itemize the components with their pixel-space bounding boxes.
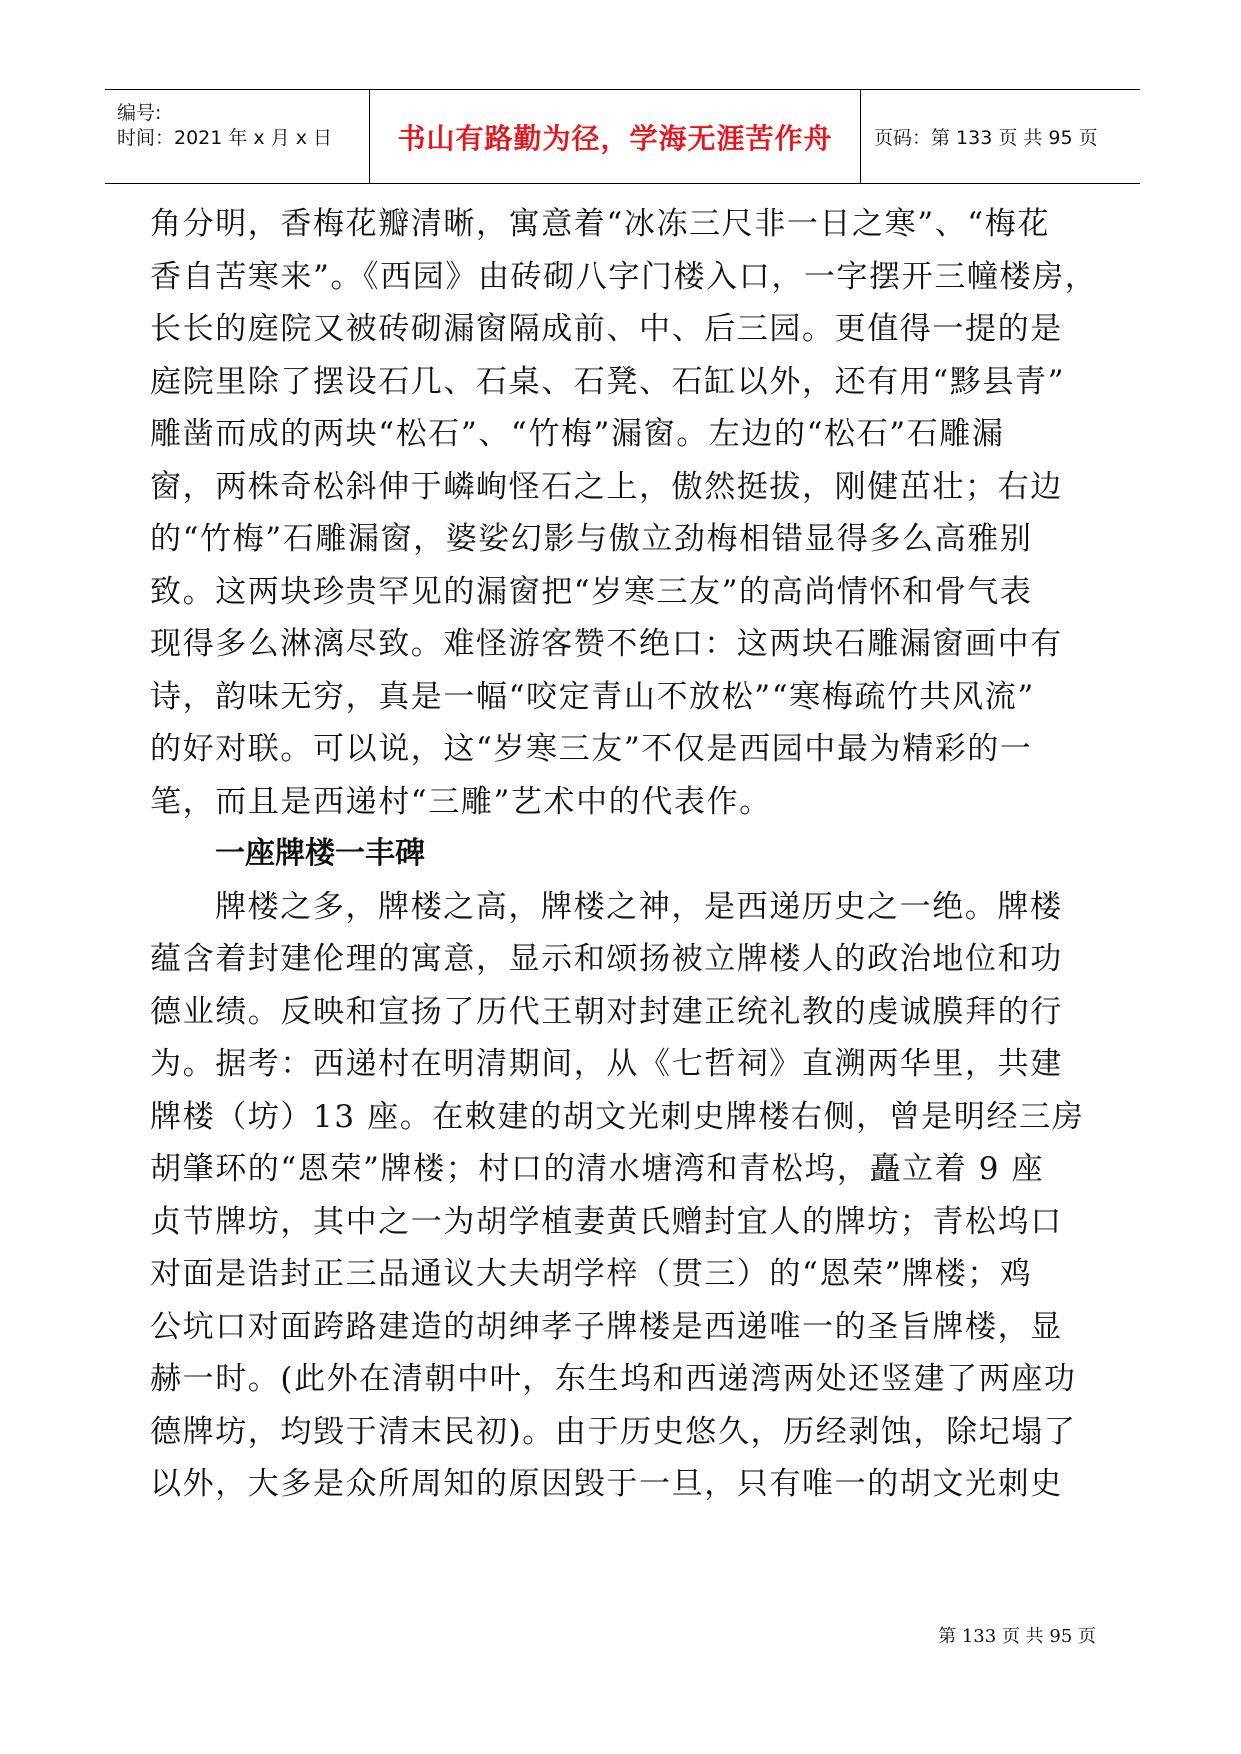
text-line: 以外，大多是众所周知的原因毁于一旦，只有唯一的胡文光刺史 <box>150 1466 1063 1502</box>
text-line: 的好对联。可以说，这“岁寒三友”不仅是西园中最为精彩的一 <box>150 731 1033 767</box>
text-line: 窗，两株奇松斜伸于嶙峋怪石之上，傲然挺拔，刚健茁壮；右边 <box>150 468 1063 505</box>
text-line: 现得多么淋漓尽致。难怪游客赞不绝口：这两块石雕漏窗画中有 <box>150 626 1063 662</box>
text-line: 角分明，香梅花瓣清晰，寓意着“冰冻三尺非一日之寒”、“梅花 <box>150 206 1050 242</box>
text-line: 胡肇环的“恩荣”牌楼；村口的清水塘湾和青松坞，矗立着 9 座 <box>150 1151 1045 1187</box>
text-line: 牌楼之多，牌楼之高，牌楼之神，是西递历史之一绝。牌楼 <box>215 888 1063 925</box>
text-line: 长长的庭院又被砖砌漏窗隔成前、中、后三园。更值得一提的是 <box>150 311 1063 347</box>
text-line: 的“竹梅”石雕漏窗，婆娑幻影与傲立劲梅相错显得多么高雅别 <box>150 521 1033 557</box>
text-line: 笔，而且是西递村“三雕”艺术中的代表作。 <box>150 783 772 820</box>
paragraph-1 <box>150 198 1098 828</box>
text-line: 香自苦寒来”。《西园》由砖砌八字门楼入口，一字摆开三幢楼房， <box>150 258 1098 295</box>
header-motto-cell <box>370 90 860 183</box>
time-label: 时间：2021 年 x 月 x 日 <box>117 127 333 149</box>
number-label: 编号: <box>117 102 162 124</box>
section-heading: 一座牌楼一丰碑 <box>215 836 425 871</box>
text-line: 牌楼（坊）13 座。在敕建的胡文光刺史牌楼右侧，曾是明经三房 <box>150 1098 1085 1135</box>
text-line: 庭院里除了摆设石几、石桌、石凳、石缸以外，还有用“黟县青” <box>150 363 1066 400</box>
text-line: 德牌坊，均毁于清末民初)。由于历史悠久，历经剥蚀，除圮塌了 <box>150 1413 1077 1450</box>
header-divider <box>860 90 861 183</box>
page-footer: 第 133 页 共 95 页 <box>938 1626 1096 1647</box>
text-line: 致。这两块珍贵罕见的漏窗把“岁寒三友”的高尚情怀和骨气表 <box>150 573 1033 610</box>
text-line: 诗，韵味无穷，真是一幅“咬定青山不放松”“寒梅疏竹共风流” <box>150 678 1035 715</box>
page-header <box>105 89 1140 184</box>
text-line: 赫一时。(此外在清朝中叶，东生坞和西递湾两处还竖建了两座功 <box>150 1361 1077 1397</box>
motto-text: 书山有路勤为径，学海无涯苦作舟 <box>397 121 833 155</box>
header-page-info: 页码：第 133 页 共 95 页 <box>874 127 1098 149</box>
text-line: 为。据考：西递村在明清期间，从《七哲祠》直溯两华里，共建 <box>150 1046 1063 1082</box>
text-line: 德业绩。反映和宣扬了历代王朝对封建正统礼教的虔诚膜拜的行 <box>150 993 1063 1030</box>
header-page-cell <box>874 90 1134 183</box>
text-line: 公坑口对面跨路建造的胡绅孝子牌楼是西递唯一的圣旨牌楼，显 <box>150 1308 1063 1345</box>
document-body <box>150 198 1098 1511</box>
text-line: 对面是诰封正三品通议大夫胡学梓（贯三）的“恩荣”牌楼；鸡 <box>150 1256 1033 1292</box>
text-line: 蕴含着封建伦理的寓意，显示和颂扬被立牌楼人的政治地位和功 <box>150 941 1063 977</box>
text-line: 贞节牌坊，其中之一为胡学植妻黄氏赠封宜人的牌坊；青松坞口 <box>150 1203 1063 1240</box>
text-line: 雕凿而成的两块“松石”、“竹梅”漏窗。左边的“松石”石雕漏 <box>150 416 1005 452</box>
header-meta <box>117 90 362 183</box>
paragraph-2 <box>150 881 1095 1511</box>
